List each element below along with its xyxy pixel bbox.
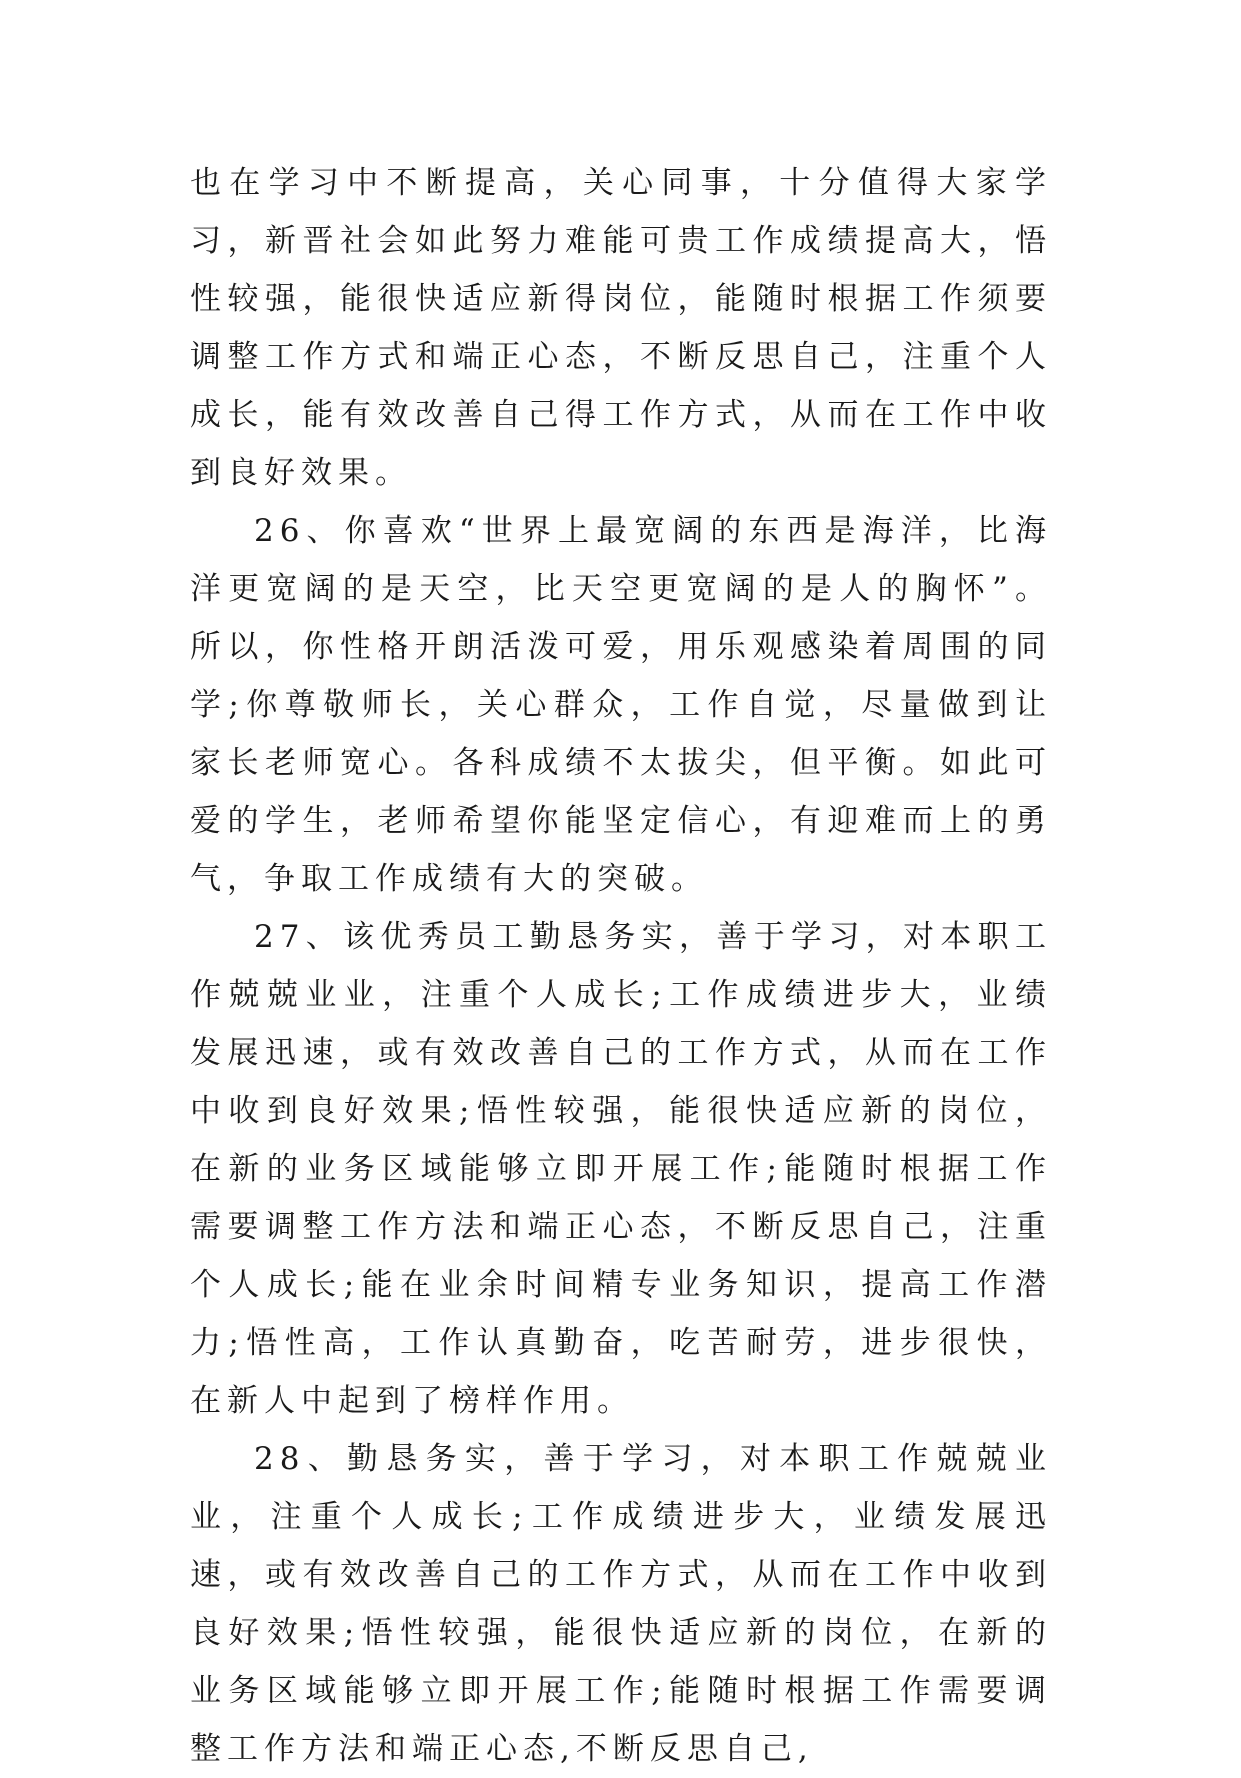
paragraph-28: 28、勤恳务实，善于学习，对本职工作兢兢业业，注重个人成长;工作成绩进步大，业绩发展迅速，或有效改善自己的工作方式，从而在工作中收到良好效果;悟性较强，能很快适应新的岗位，在新的业务区域能够立即开展工作;能随时根据工作需要调整工作方法和端正心态,不断反思自己, [190, 1441, 1052, 1767]
paragraph-27: 27、该优秀员工勤恳务实，善于学习，对本职工作兢兢业业，注重个人成长;工作成绩进步大，业绩发展迅速，或有效改善自己的工作方式，从而在工作中收到良好效果;悟性较强，能很快适应新的岗位，在新的业务区域能够立即开展工作;能随时根据工作需要调整工作方法和端正心态，不断反思自己，注重个人成长;能在业余时间精专业务知识，提高工作潜力;悟性高，工作认真勤奋，吃苦耐劳，进步很快，在新人中起到了榜样作用。 [190, 919, 1052, 1419]
paragraph-continuation: 也在学习中不断提高，关心同事，十分值得大家学习，新晋社会如此努力难能可贵工作成绩提高大，悟性较强，能很快适应新得岗位，能随时根据工作须要调整工作方式和端正心态，不断反思自己，注重个人成长，能有效改善自己得工作方式，从而在工作中收到良好效果。 [190, 165, 1052, 491]
paragraph-26: 26、你喜欢“世界上最宽阔的东西是海洋，比海洋更宽阔的是天空，比天空更宽阔的是人的胸怀”。所以，你性格开朗活泼可爱，用乐观感染着周围的同学;你尊敬师长，关心群众，工作自觉，尽量做到让家长老师宽心。各科成绩不太拔尖，但平衡。如此可爱的学生，老师希望你能坚定信心，有迎难而上的勇气，争取工作成绩有大的突破。 [190, 513, 1052, 897]
document-body [190, 154, 1052, 1778]
